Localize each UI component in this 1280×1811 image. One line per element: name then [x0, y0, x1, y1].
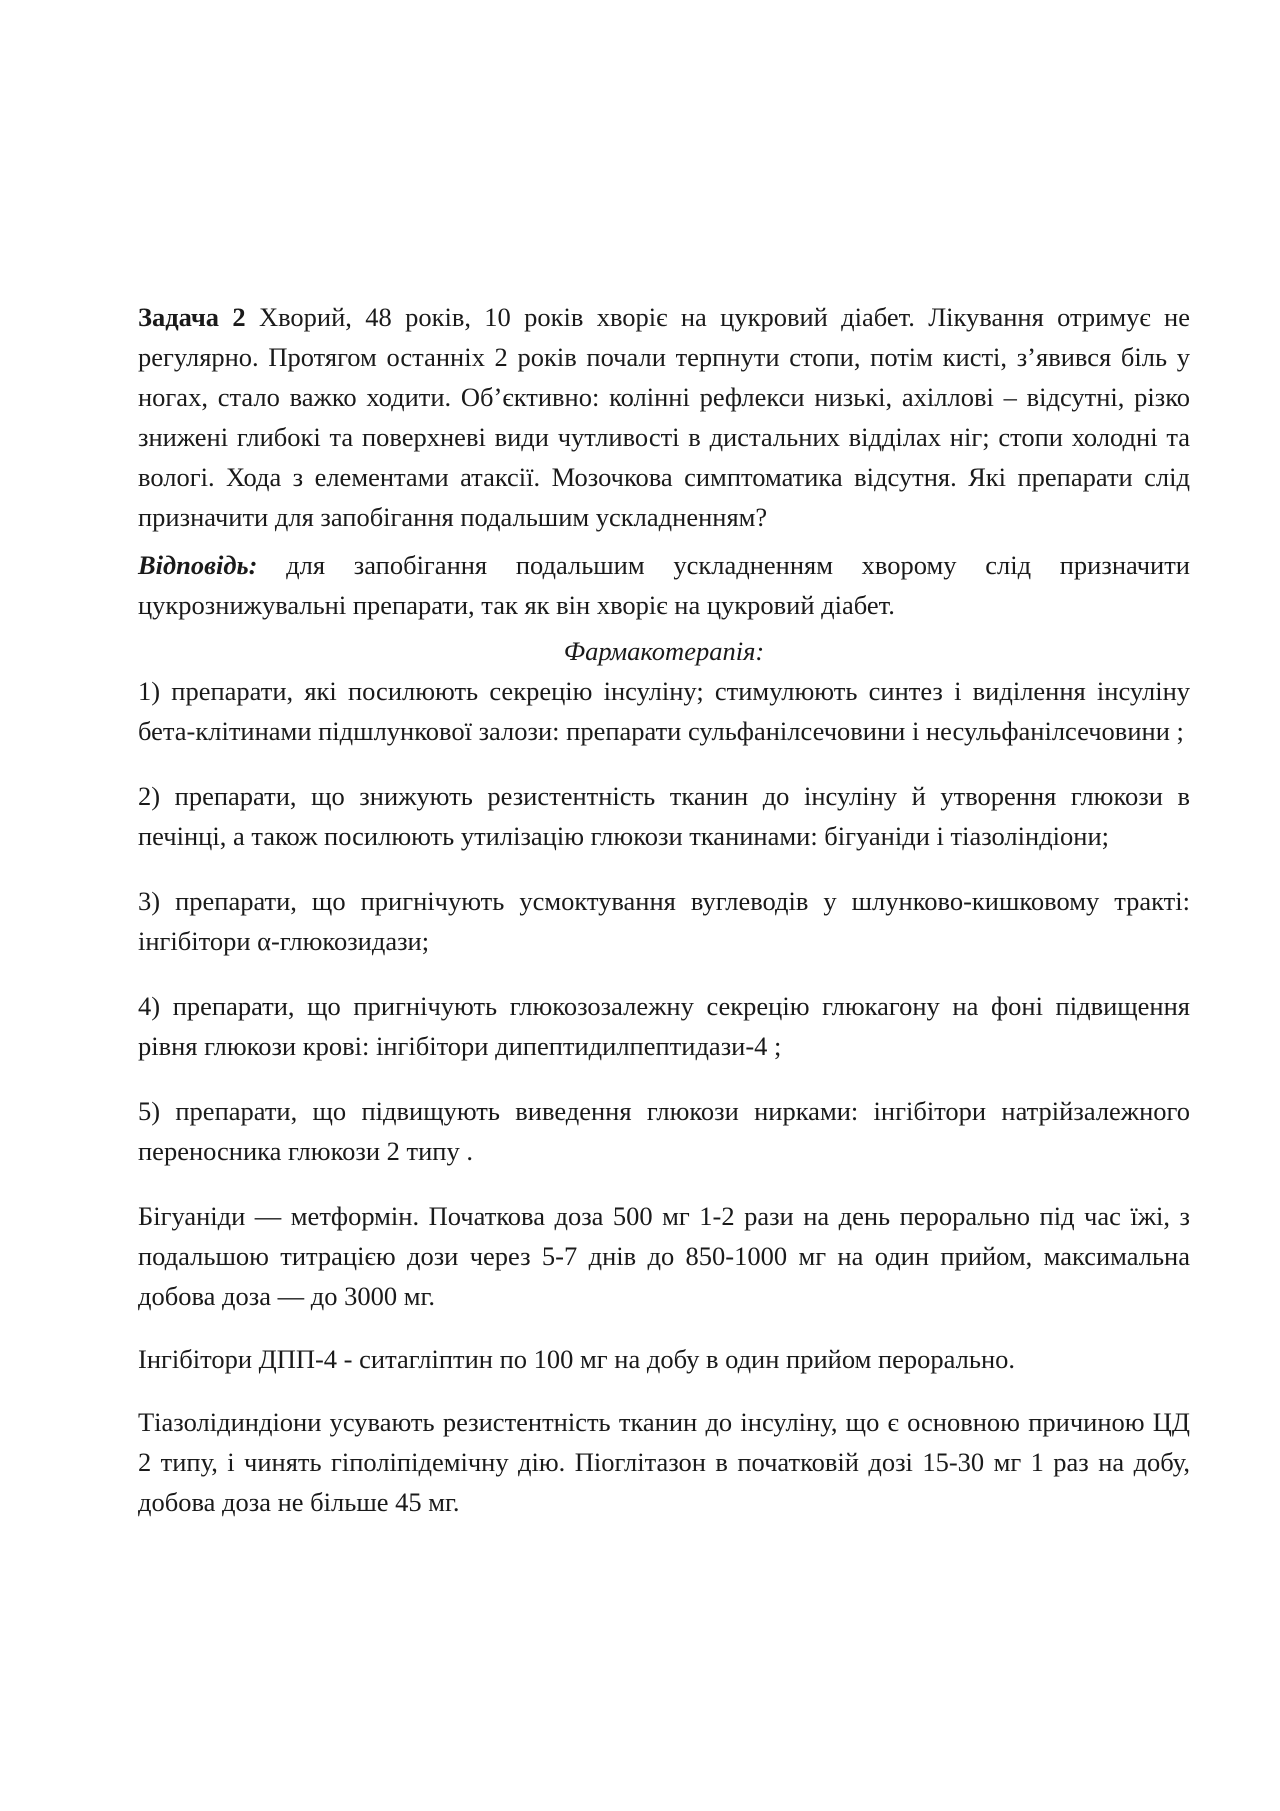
pharmacotherapy-heading: Фармакотерапія: [563, 636, 765, 666]
list-item-3: 3) препарати, що пригнічують усмоктування вуглеводів у шлунково-кишковому тракті: інгібітори α-глюкозидази; [138, 886, 1190, 956]
dpp4-paragraph: Інгібітори ДПП-4 - ситагліптин по 100 мг на добу в один прийом перорально. [138, 1344, 1016, 1374]
task-paragraph [138, 297, 1190, 537]
task-label: Задача 2 [138, 302, 246, 332]
list-item-2: 2) препарати, що знижують резистентність тканин до інсуліну й утворення глюкози в печінці, а також посилюють утилізацію глюкози тканинами: бігуаніди і тіазоліндіони; [138, 781, 1190, 851]
list-item-5: 5) препарати, що підвищують виведення глюкози нирками: інгібітори натрійзалежного переносника глюкози 2 типу . [138, 1096, 1190, 1166]
list-item-1: 1) препарати, які посилюють секрецію інсуліну; стимулюють синтез і виділення інсуліну бета-клітинами підшлункової залози: препарати сульфанілсечовини і несульфанілсечовини ; [138, 676, 1190, 746]
biguanides-paragraph: Бігуаніди — метформін. Початкова доза 500 мг 1-2 рази на день перорально під час їжі, з подальшою титрацією дози через 5-7 днів до 850-1000 мг на один прийом, максимальна добова доза — до 3000 мг. [138, 1201, 1190, 1311]
answer-label: Відповідь: [138, 550, 258, 580]
answer-paragraph [138, 545, 1190, 625]
thiazolidinediones-paragraph: Тіазолідиндіони усувають резистентність тканин до інсуліну, що є основною причиною ЦД 2 типу, і чинять гіполіпідемічну дію. Піоглітазон в початковій дозі 15-30 мг 1 раз на добу, добова доза не більше 45 мг. [138, 1407, 1190, 1517]
answer-text: для запобігання подальшим ускладненням хворому слід призначити цукрознижувальні препарати, так як він хворіє на цукровий діабет. [138, 550, 1190, 620]
list-item-4: 4) препарати, що пригнічують глюкозозалежну секрецію глюкагону на фоні підвищення рівня глюкози крові: інгібітори дипептидилпептидази-4 ; [138, 991, 1190, 1061]
task-text: Хворий, 48 років, 10 років хворіє на цукровий діабет. Лікування отримує не регулярно. Протягом останніх 2 років почали терпнути стопи, потім кисті, з’явився біль у ногах, стало важко ходити. Об’єктивно: колінні рефлекси низькі, ахіллові – відсутні, різко знижені глибокі та поверхневі види чутливості в дистальних відділах ніг; стопи холодні та вологі. Хода з елементами атаксії. Мозочкова симптоматика відсутня. Які препарати слід призначити для запобігання подальшим ускладненням? [138, 302, 1190, 532]
document-page [138, 297, 1190, 1522]
